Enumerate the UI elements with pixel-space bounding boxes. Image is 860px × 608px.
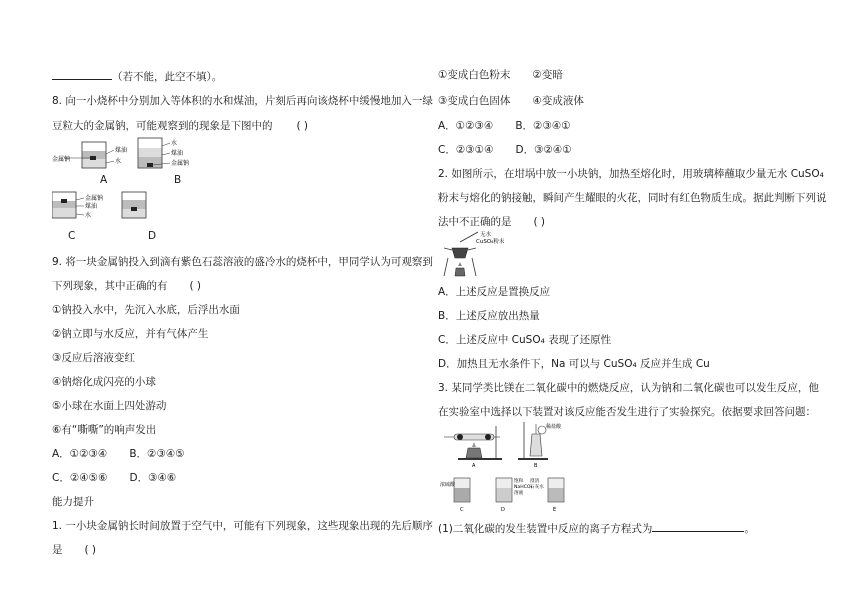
svg-text:水: 水	[115, 158, 122, 165]
svg-text:饱和: 饱和	[514, 479, 524, 484]
q3-line2: 在实验室中选择以下装置对该反应能否发生进行了实验探究。依据要求回答问题：	[438, 406, 816, 418]
q2-line2: 粉末与熔化的钠接触，瞬间产生耀眼的火花，同时有红色物质生成。据此判断下列说	[438, 192, 827, 204]
apparatus-a	[444, 426, 502, 460]
apparatus-c	[440, 478, 470, 502]
beaker-c	[52, 192, 103, 219]
q8-line1: 8. 向一小烧杯中分别加入等体积的水和煤油，片刻后再向该烧杯中缓慢地加入一绿	[52, 95, 433, 107]
label-a-left: 金属钠	[52, 156, 71, 163]
q1-items-row1: ①变成白色粉末 ②变暗	[438, 69, 563, 81]
caption-q3-b: B	[534, 463, 538, 469]
q2-option-b[interactable]: B．上述反应放出热量	[438, 310, 540, 322]
svg-text:NaHCO₃: NaHCO₃	[514, 485, 533, 490]
beaker-b	[138, 138, 189, 168]
q8-line2: 豆粒大的金属钠，可能观察到的现象是下图中的 ( )	[52, 120, 309, 132]
q8-answer-bracket[interactable]: ( )	[296, 120, 309, 132]
svg-text:溶液: 溶液	[514, 491, 524, 496]
q3-apparatus-figure	[438, 420, 578, 516]
q9-options-cd	[52, 471, 176, 485]
apparatus-b	[518, 422, 562, 460]
svg-text:澄清: 澄清	[530, 479, 540, 484]
q1-options-ab	[438, 119, 571, 133]
q3-sub1-answer-blank[interactable]	[652, 520, 744, 532]
svg-text:金属钠: 金属钠	[171, 160, 190, 167]
q9-answer-bracket[interactable]: ( )	[189, 280, 202, 292]
q9-item-6: ⑥有“嘶嘶”的响声发出	[52, 424, 157, 436]
q9-option-a[interactable]: A．①②③④	[52, 448, 108, 460]
q9-item-1: ①钠投入水中，先沉入水底，后浮出水面	[52, 304, 240, 316]
svg-text:水: 水	[171, 140, 178, 147]
q2-line1: 2. 如图所示，在坩埚中放一小块钠，加热至熔化时，用玻璃棒蘸取少量无水 CuSO₄	[438, 168, 824, 180]
q3-sub1: (1)二氧化碳的发生装置中反应的离子方程式为 。	[438, 520, 755, 536]
q1-option-c[interactable]: C．②③①④	[438, 144, 494, 156]
caption-q3-e: E	[553, 507, 557, 513]
q9-item-4: ④钠熔化成闪亮的小球	[52, 376, 156, 388]
q9-line2: 下列现象，其中正确的有 ( )	[52, 280, 202, 292]
q9-item-5: ⑤小球在水面上四处游动	[52, 400, 167, 412]
q8-figure-cd	[52, 188, 192, 228]
q1-option-d[interactable]: D．③②④①	[515, 144, 572, 156]
q9-item-2: ②钠立即与水反应，并有气体产生	[52, 328, 209, 340]
svg-text:CuSO₄粉末: CuSO₄粉末	[476, 239, 505, 245]
q1-option-b[interactable]: B．②③④①	[515, 120, 571, 132]
section-heading: 能力提升	[52, 496, 94, 508]
q2-answer-bracket[interactable]: ( )	[533, 216, 546, 228]
svg-text:煤油: 煤油	[171, 150, 184, 157]
carry-over-line: （若不能，此空不填）。	[52, 68, 222, 84]
q9-option-c[interactable]: C．②④⑤⑥	[52, 472, 108, 484]
q9-option-b[interactable]: B．②③④⑤	[129, 448, 185, 460]
q8-figure-ab	[52, 134, 192, 186]
caption-a: A	[100, 174, 108, 186]
q9-option-d[interactable]: D．③④⑥	[129, 472, 177, 484]
q3-line1: 3. 某同学类比镁在二氧化碳中的燃烧反应，认为钠和二氧化碳也可以发生反应，他	[438, 382, 819, 394]
q9-item-3: ③反应后溶液变红	[52, 352, 135, 364]
apparatus-d	[496, 477, 533, 502]
apparatus-e	[530, 477, 564, 502]
caption-q3-c: C	[460, 507, 464, 513]
caption-q3-a: A	[472, 463, 476, 469]
q1-line2: 是 ( )	[52, 544, 97, 556]
q1-option-a[interactable]: A．①②③④	[438, 120, 494, 132]
svg-text:金属钠: 金属钠	[85, 195, 104, 202]
q9-line1: 9. 将一块金属钠投入到滴有紫色石蕊溶液的盛冷水的烧杯中，甲同学认为可观察到	[52, 256, 433, 268]
q2-crucible-figure	[438, 228, 518, 280]
q1-items-row2: ③变成白色固体 ④变成液体	[438, 95, 584, 107]
beaker-a	[52, 142, 127, 168]
q9-options-ab	[52, 447, 185, 461]
svg-text:无水: 无水	[480, 232, 492, 238]
svg-text:石灰水: 石灰水	[530, 485, 544, 490]
caption-c: C	[68, 230, 76, 242]
svg-text:稀盐酸: 稀盐酸	[546, 424, 562, 430]
q1-options-cd	[438, 143, 572, 157]
q2-option-c[interactable]: C．上述反应中 CuSO₄ 表现了还原性	[438, 334, 612, 346]
svg-text:煤油: 煤油	[85, 203, 98, 210]
beaker-d	[122, 192, 146, 218]
caption-d: D	[148, 230, 157, 242]
svg-text:浓硫酸: 浓硫酸	[440, 482, 456, 488]
answer-blank[interactable]	[52, 68, 112, 80]
q1-line1: 1. 一小块金属钠长时间放置于空气中，可能有下列现象，这些现象出现的先后顺序	[52, 520, 433, 532]
caption-b: B	[174, 174, 182, 186]
svg-text:水: 水	[85, 212, 92, 219]
q1-answer-bracket[interactable]: ( )	[84, 544, 97, 556]
svg-text:煤油: 煤油	[115, 147, 128, 154]
q2-option-d[interactable]: D．加热且无水条件下，Na 可以与 CuSO₄ 反应并生成 Cu	[438, 358, 710, 370]
q2-line3: 法中不正确的是 ( )	[438, 216, 546, 228]
q2-option-a[interactable]: A．上述反应是置换反应	[438, 286, 551, 298]
caption-q3-d: D	[501, 507, 505, 513]
